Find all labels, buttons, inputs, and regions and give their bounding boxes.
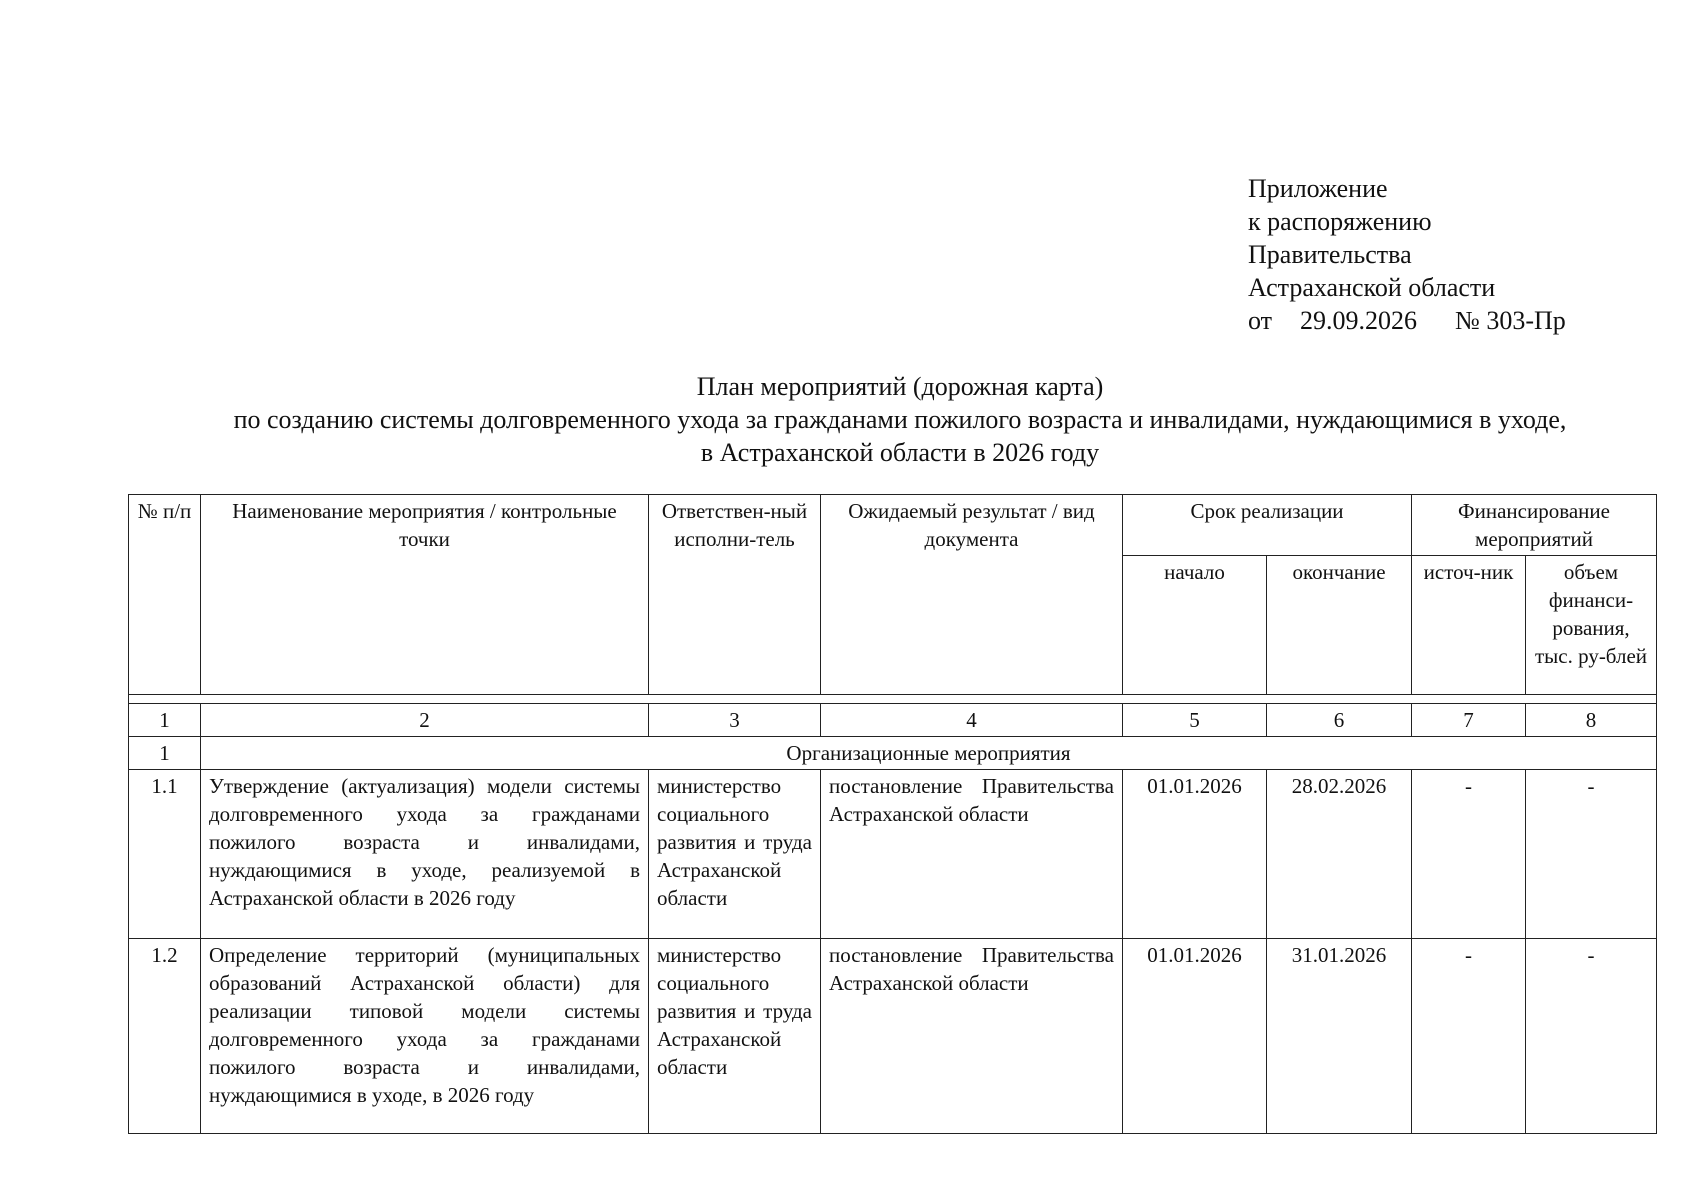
column-number: 1 xyxy=(129,704,201,737)
column-number-row xyxy=(129,704,1657,737)
annex-line-2: к распоряжению xyxy=(1248,207,1432,236)
annex-date: 29.09.2026 xyxy=(1300,306,1418,335)
annex-line-1: Приложение xyxy=(1248,174,1388,203)
annex-line-4: Астраханской области xyxy=(1248,273,1496,302)
header-executor: Ответствен-ный исполни-тель xyxy=(649,495,821,695)
header-period: Срок реализации xyxy=(1123,495,1412,556)
row-end: 28.02.2026 xyxy=(1267,770,1412,939)
column-number: 4 xyxy=(821,704,1123,737)
header-financing: Финансирование мероприятий xyxy=(1412,495,1657,556)
section-title: Организационные мероприятия xyxy=(201,737,1657,770)
row-num: 1.2 xyxy=(129,939,201,1134)
column-number: 8 xyxy=(1526,704,1657,737)
column-number: 2 xyxy=(201,704,649,737)
document-title xyxy=(130,370,1670,469)
annex-block xyxy=(1248,172,1566,337)
roadmap-table xyxy=(128,494,1657,1134)
header-row-1 xyxy=(129,495,1657,556)
column-number: 3 xyxy=(649,704,821,737)
row-num: 1.1 xyxy=(129,770,201,939)
column-number: 7 xyxy=(1412,704,1526,737)
header-source: источ-ник xyxy=(1412,556,1526,695)
row-name: Определение территорий (муниципальных образований Астраханской области) для реализации типовой модели системы долговременного ухода за гражданами пожилого возраста и инвалидами, нуждающимися в уходе, в 2026 году xyxy=(201,939,649,1134)
header-result: Ожидаемый результат / вид документа xyxy=(821,495,1123,695)
annex-line-3: Правительства xyxy=(1248,240,1412,269)
row-volume: - xyxy=(1526,770,1657,939)
title-line-3: в Астраханской области в 2026 году xyxy=(700,438,1100,467)
title-line-2: по созданию системы долговременного ухода за гражданами пожилого возраста и инвалидами, нуждающимися в уходе, xyxy=(233,405,1567,434)
row-source: - xyxy=(1412,939,1526,1134)
row-executor: министерство социального развития и труда Астраханской области xyxy=(649,939,821,1134)
table-row xyxy=(129,939,1657,1134)
table-row xyxy=(129,770,1657,939)
row-end: 31.01.2026 xyxy=(1267,939,1412,1134)
header-volume: объем финанси-рования, тыс. ру-блей xyxy=(1526,556,1657,695)
header-num: № п/п xyxy=(129,495,201,695)
header-gap xyxy=(129,695,1657,704)
row-result: постановление Правительства Астраханской области xyxy=(821,770,1123,939)
header-start: начало xyxy=(1123,556,1267,695)
annex-date-line xyxy=(1248,304,1566,337)
row-executor: министерство социального развития и труда Астраханской области xyxy=(649,770,821,939)
section-num: 1 xyxy=(129,737,201,770)
annex-number: № 303-Пр xyxy=(1455,306,1566,335)
column-number: 6 xyxy=(1267,704,1412,737)
title-line-1: План мероприятий (дорожная карта) xyxy=(696,372,1104,401)
column-number: 5 xyxy=(1123,704,1267,737)
row-start: 01.01.2026 xyxy=(1123,939,1267,1134)
section-row xyxy=(129,737,1657,770)
row-volume: - xyxy=(1526,939,1657,1134)
header-end: окончание xyxy=(1267,556,1412,695)
row-source: - xyxy=(1412,770,1526,939)
row-result: постановление Правительства Астраханской области xyxy=(821,939,1123,1134)
annex-date-prefix: от xyxy=(1248,306,1273,335)
header-name: Наименование мероприятия / контрольные точки xyxy=(201,495,649,695)
row-start: 01.01.2026 xyxy=(1123,770,1267,939)
row-name: Утверждение (актуализация) модели системы долговременного ухода за гражданами пожилого возраста и инвалидами, нуждающимися в уходе, реализуемой в Астраханской области в 2026 году xyxy=(201,770,649,939)
